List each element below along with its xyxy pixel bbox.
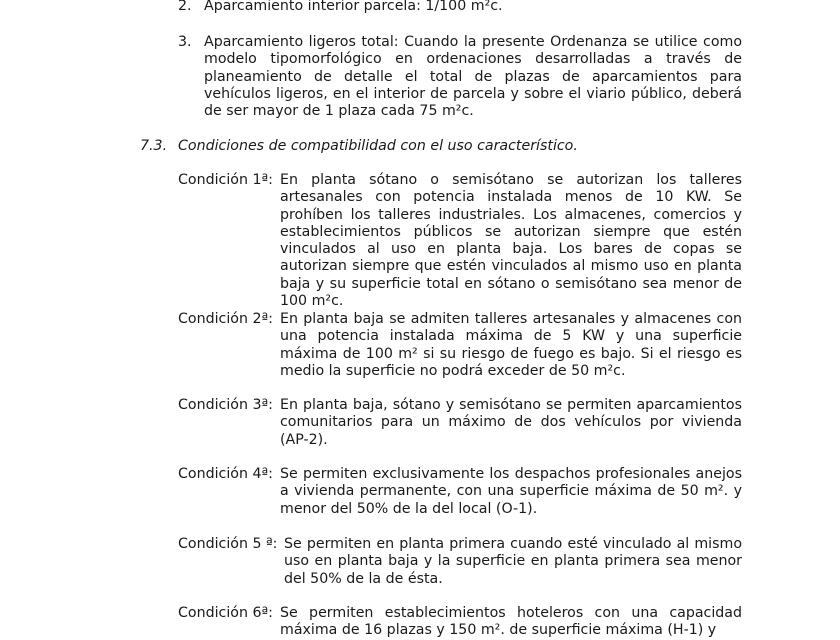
condition-text: Se permiten en planta primera cuando esté vinculado al mismo uso en planta baja y la superficie en planta primera sea menor del 50% de la de ésta. bbox=[284, 536, 742, 587]
list-item-number: 2. bbox=[178, 0, 192, 14]
condition-2 bbox=[178, 311, 742, 380]
condition-3 bbox=[178, 397, 742, 449]
condition-text: Se permiten exclusivamente los despachos profesionales anejos a vivienda permanente, con una superficie máxima de 50 m². y menor del 50% de la del local (O-1). bbox=[280, 466, 742, 517]
condition-text: En planta sótano o semisótano se autorizan los talleres artesanales con potencia instalada menos de 10 KW. Se prohíben los talleres industriales. Los almacenes, comercios y establecimientos públicos se autorizan siempre que estén vinculados al uso en planta baja. Los bares de copas se autorizan siempre que estén vinculados al mismo uso en planta baja y su superficie total en sótano o semisótano sea menor de 100 m²c. bbox=[280, 172, 742, 310]
condition-label: Condición 4ª: bbox=[178, 466, 273, 482]
condition-label: Condición 2ª: bbox=[178, 311, 273, 327]
list-item-number: 3. bbox=[178, 34, 192, 50]
condition-text: En planta baja, sótano y semisótano se permiten aparcamientos comunitarios para un máximo de dos vehículos por vivienda (AP-2). bbox=[280, 397, 742, 448]
list-item-text: Aparcamiento interior parcela: 1/100 m²c. bbox=[204, 0, 503, 14]
condition-label: Condición 6ª: bbox=[178, 605, 273, 621]
condition-text: En planta baja se admiten talleres artesanales y almacenes con una potencia instalada máxima de 5 KW y una superficie máxima de 100 m² si su riesgo de fuego es bajo. Si el riesgo es medio la superficie no podrá exceder de 50 m²c. bbox=[280, 311, 742, 379]
condition-4 bbox=[178, 466, 742, 518]
list-item-3 bbox=[178, 34, 742, 120]
condition-label: Condición 5 ª: bbox=[178, 536, 278, 552]
condition-text: Se permiten establecimientos hoteleros con una capacidad máxima de 16 plazas y 150 m². de superficie máxima (H-1) y bbox=[280, 605, 742, 639]
condition-6 bbox=[178, 605, 742, 640]
list-item-2 bbox=[178, 0, 742, 15]
section-title: Condiciones de compatibilidad con el uso característico. bbox=[178, 138, 578, 154]
condition-label: Condición 1ª: bbox=[178, 172, 273, 188]
condition-1 bbox=[178, 172, 742, 310]
list-item-text: Aparcamiento ligeros total: Cuando la presente Ordenanza se utilice como modelo tipomorfológico en ordenaciones desarrolladas a través de planeamiento de detalle el total de plazas de aparcamientos para vehículos ligeros, en el interior de parcela y sobre el viario público, deberá de ser mayor de 1 plaza cada 75 m²c. bbox=[204, 34, 742, 120]
condition-label: Condición 3ª: bbox=[178, 397, 273, 413]
condition-5 bbox=[178, 536, 742, 588]
section-number: 7.3. bbox=[140, 138, 168, 154]
